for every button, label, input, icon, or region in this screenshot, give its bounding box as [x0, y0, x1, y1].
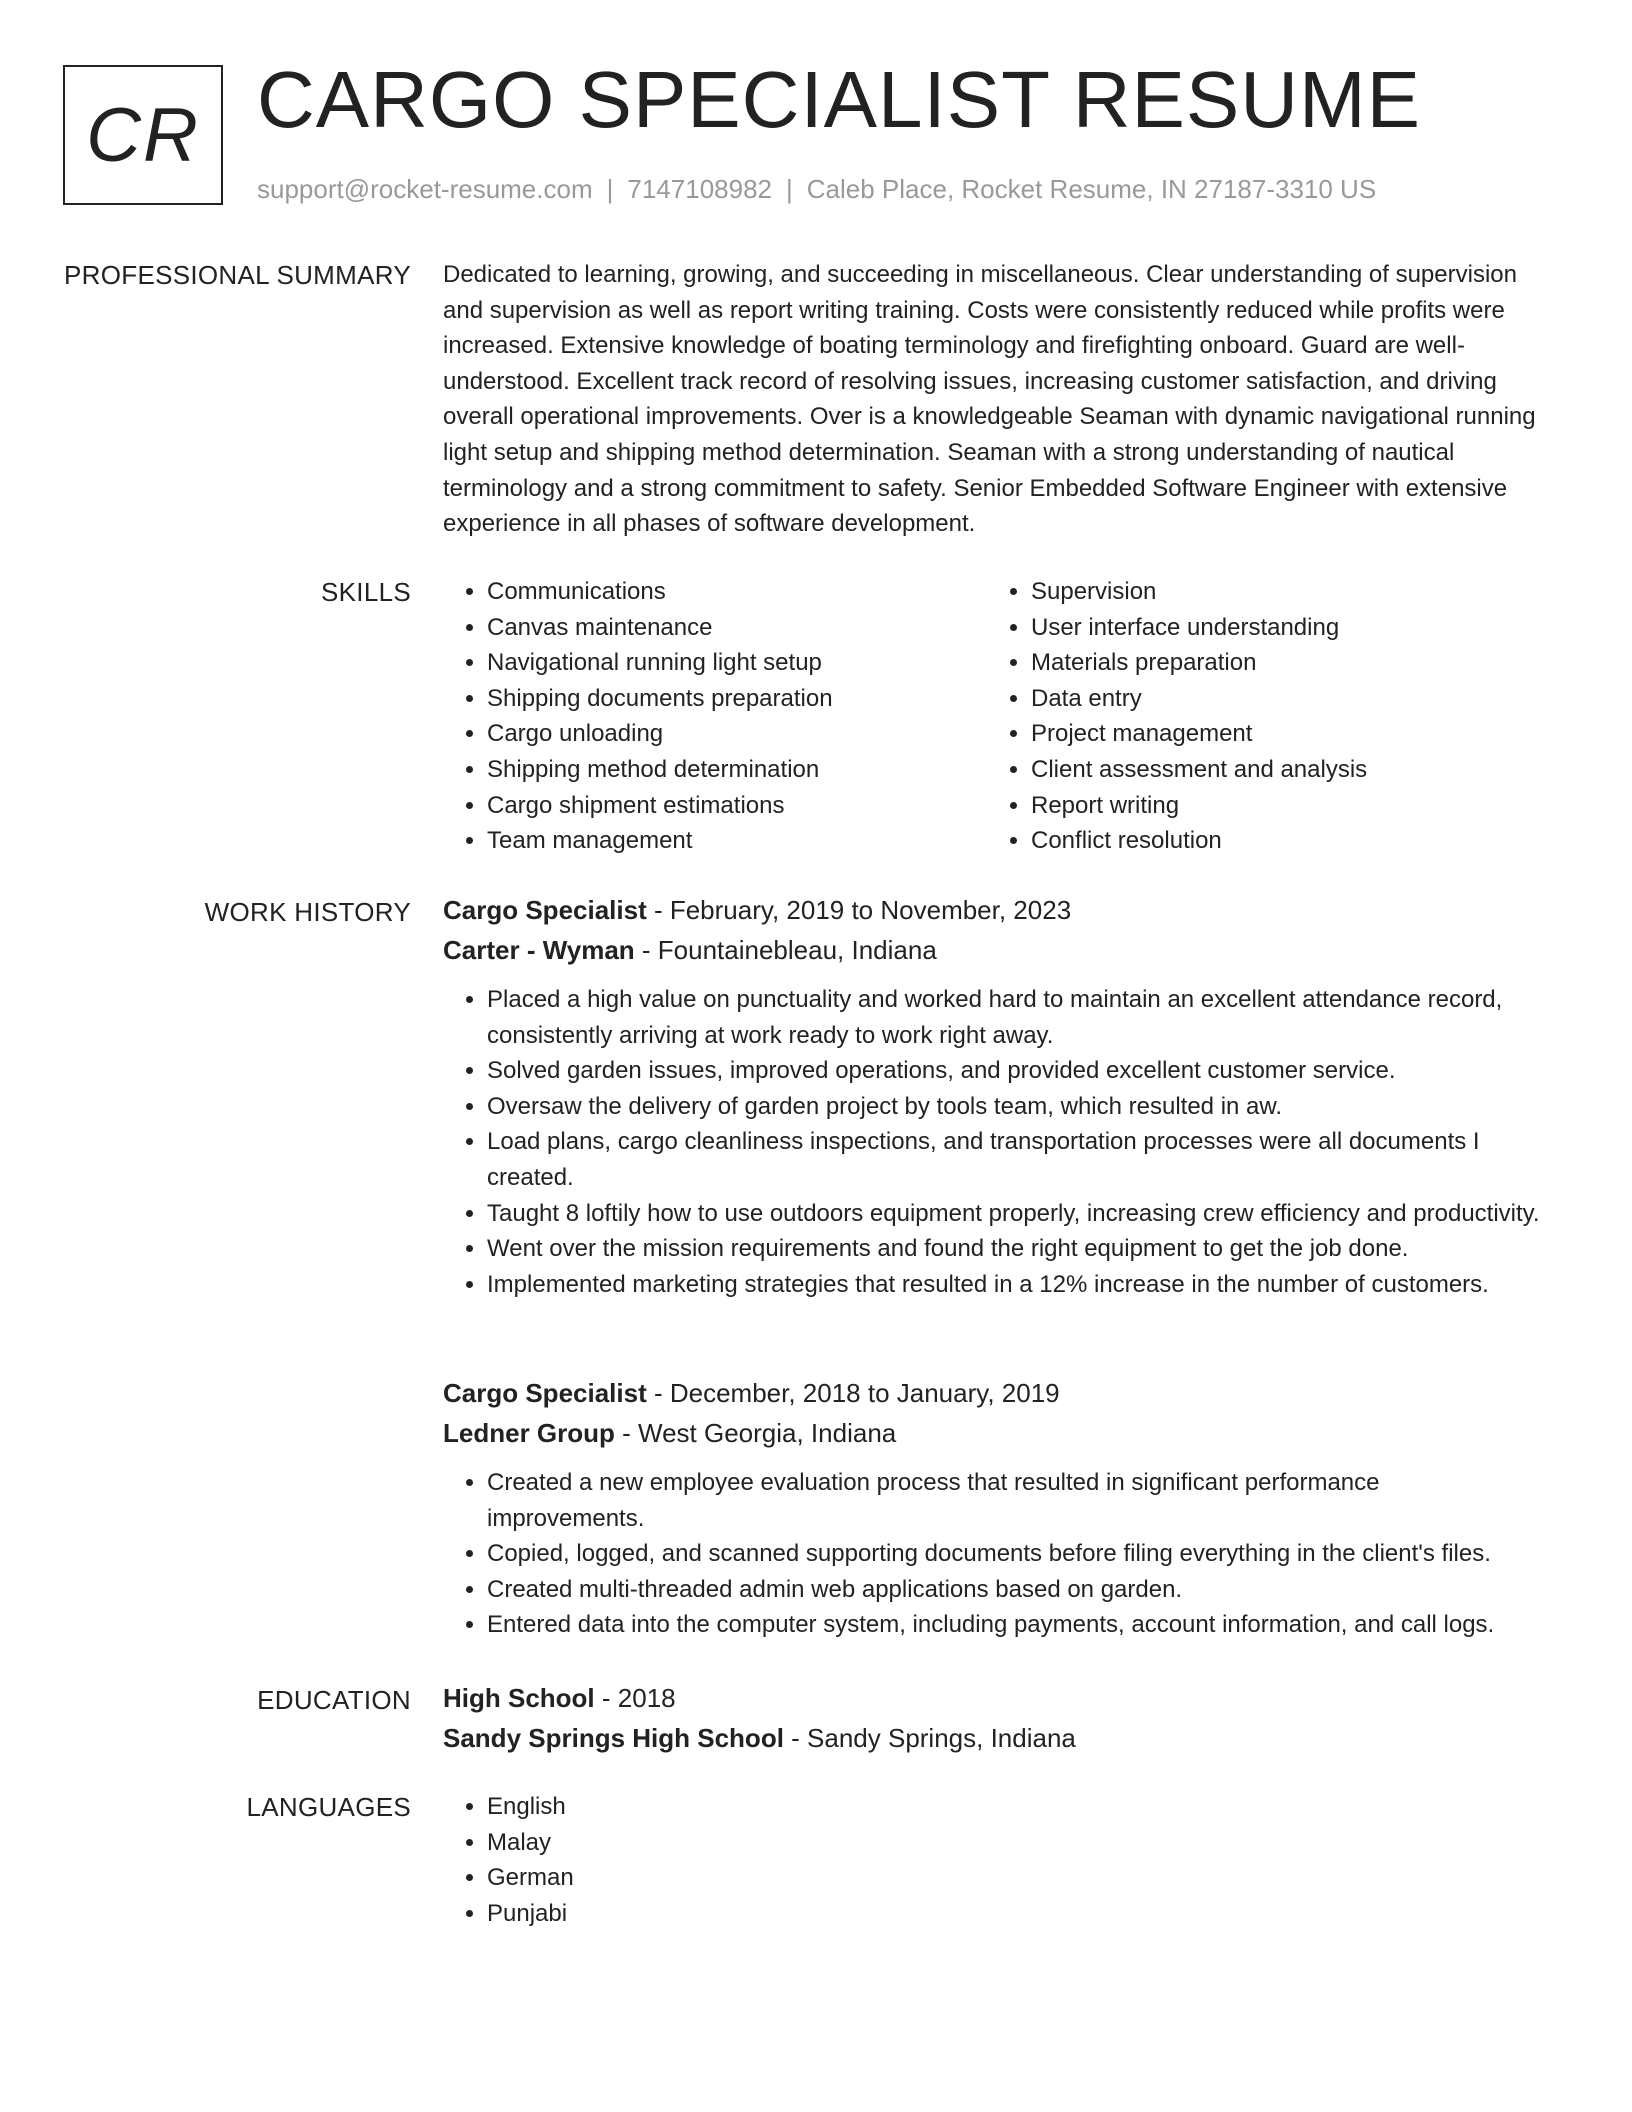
- skill-item: • Data entry: [1031, 681, 1531, 717]
- job-entry: [443, 890, 1543, 1302]
- skill-item: • Shipping method determination: [487, 752, 987, 788]
- resume-title: CARGO SPECIALIST RESUME: [257, 55, 1422, 144]
- language-item: • English: [487, 1789, 1543, 1825]
- skill-item: • Report writing: [1031, 788, 1531, 824]
- skills-list-left: [443, 574, 987, 859]
- job-company-line: [443, 930, 1543, 970]
- summary-heading: PROFESSIONAL SUMMARY: [64, 260, 411, 290]
- job-bullet: • Copied, logged, and scanned supporting documents before filing everything in the client's files.: [487, 1536, 1543, 1572]
- skills-body: [443, 574, 1543, 859]
- skill-item: • Cargo shipment estimations: [487, 788, 987, 824]
- work-history-heading: WORK HISTORY: [204, 897, 411, 927]
- job-title: Cargo Specialist: [443, 895, 647, 925]
- job-bullet: • Solved garden issues, improved operations, and provided excellent customer service.: [487, 1053, 1543, 1089]
- job-bullet: • Created a new employee evaluation process that resulted in significant performance improvements.: [487, 1465, 1543, 1536]
- job-dates: - December, 2018 to January, 2019: [646, 1378, 1060, 1408]
- education-degree-line: [443, 1678, 1543, 1718]
- job-location: - Fountainebleau, Indiana: [634, 935, 937, 965]
- language-item: • Malay: [487, 1825, 1543, 1861]
- education-entry: [443, 1678, 1543, 1758]
- skill-item: • Project management: [1031, 716, 1531, 752]
- job-bullet: • Created multi-threaded admin web applications based on garden.: [487, 1572, 1543, 1608]
- skill-item: • Canvas maintenance: [487, 610, 987, 646]
- education-year: - 2018: [594, 1683, 676, 1713]
- contact-address: Caleb Place, Rocket Resume, IN 27187-3310 US: [806, 174, 1377, 204]
- skill-item: • Team management: [487, 823, 987, 859]
- contact-separator: |: [606, 174, 614, 204]
- job-bullet: • Went over the mission requirements and found the right equipment to get the job done.: [487, 1231, 1543, 1267]
- skill-item: • Cargo unloading: [487, 716, 987, 752]
- skill-item: • Shipping documents preparation: [487, 681, 987, 717]
- job-title-line: [443, 1373, 1543, 1413]
- language-item: • German: [487, 1860, 1543, 1896]
- languages-body: [443, 1789, 1543, 1931]
- skill-item: • Conflict resolution: [1031, 823, 1531, 859]
- skill-item: • Materials preparation: [1031, 645, 1531, 681]
- job-location: - West Georgia, Indiana: [614, 1418, 897, 1448]
- skills-list-right: [987, 574, 1531, 859]
- job-company: Carter - Wyman: [443, 935, 635, 965]
- job-entry: [443, 1373, 1543, 1643]
- education-heading: EDUCATION: [257, 1685, 411, 1715]
- summary-body: [443, 257, 1543, 542]
- contact-separator: |: [786, 174, 793, 204]
- job-title-line: [443, 890, 1543, 930]
- education-school: Sandy Springs High School: [443, 1723, 784, 1753]
- education-degree: High School: [443, 1683, 595, 1713]
- education-location: - Sandy Springs, Indiana: [783, 1723, 1076, 1753]
- job-bullets: [443, 1465, 1543, 1643]
- skill-item: • Supervision: [1031, 574, 1531, 610]
- skill-item: • User interface understanding: [1031, 610, 1531, 646]
- job-company-line: [443, 1413, 1543, 1453]
- job-bullet: • Implemented marketing strategies that resulted in a 12% increase in the number of customers.: [487, 1267, 1543, 1303]
- contact-email[interactable]: support@rocket-resume.com: [257, 174, 593, 204]
- languages-heading: LANGUAGES: [246, 1792, 411, 1822]
- education-school-line: [443, 1718, 1543, 1758]
- contact-phone: 7147108982: [627, 174, 772, 204]
- languages-list: [443, 1789, 1543, 1931]
- skills-heading: SKILLS: [321, 577, 411, 607]
- job-bullet: • Oversaw the delivery of garden project by tools team, which resulted in aw.: [487, 1089, 1543, 1125]
- job-bullet: • Placed a high value on punctuality and worked hard to maintain an excellent attendance record, consistently arriving at work ready to work right away.: [487, 982, 1543, 1053]
- skill-item: • Navigational running light setup: [487, 645, 987, 681]
- contact-line: [257, 174, 1376, 205]
- skill-item: • Communications: [487, 574, 987, 610]
- skill-item: • Client assessment and analysis: [1031, 752, 1531, 788]
- job-title: Cargo Specialist: [443, 1378, 647, 1408]
- language-item: • Punjabi: [487, 1896, 1543, 1932]
- job-bullet: • Load plans, cargo cleanliness inspections, and transportation processes were all documents I created.: [487, 1124, 1543, 1195]
- monogram-logo: CR: [63, 65, 223, 205]
- job-bullet: • Taught 8 loftily how to use outdoors equipment properly, increasing crew efficiency and productivity.: [487, 1196, 1543, 1232]
- summary-text: Dedicated to learning, growing, and succeeding in miscellaneous. Clear understanding of supervision and supervision as well as report writing training. Costs were consistently reduced while profits were increased. Extensive knowledge of boating terminology and firefighting onboard. Guard are well-understood. Excellent track record of resolving issues, increasing customer satisfaction, and driving overall operational improvements. Over is a knowledgeable Seaman with dynamic navigational running light setup and shipping method determination. Seaman with a strong understanding of nautical terminology and a strong commitment to safety. Senior Embedded Software Engineer with extensive experience in all phases of software development.: [443, 261, 1536, 538]
- job-bullets: [443, 982, 1543, 1302]
- job-company: Ledner Group: [443, 1418, 615, 1448]
- job-dates: - February, 2019 to November, 2023: [646, 895, 1072, 925]
- job-bullet: • Entered data into the computer system, including payments, account information, and call logs.: [487, 1607, 1543, 1643]
